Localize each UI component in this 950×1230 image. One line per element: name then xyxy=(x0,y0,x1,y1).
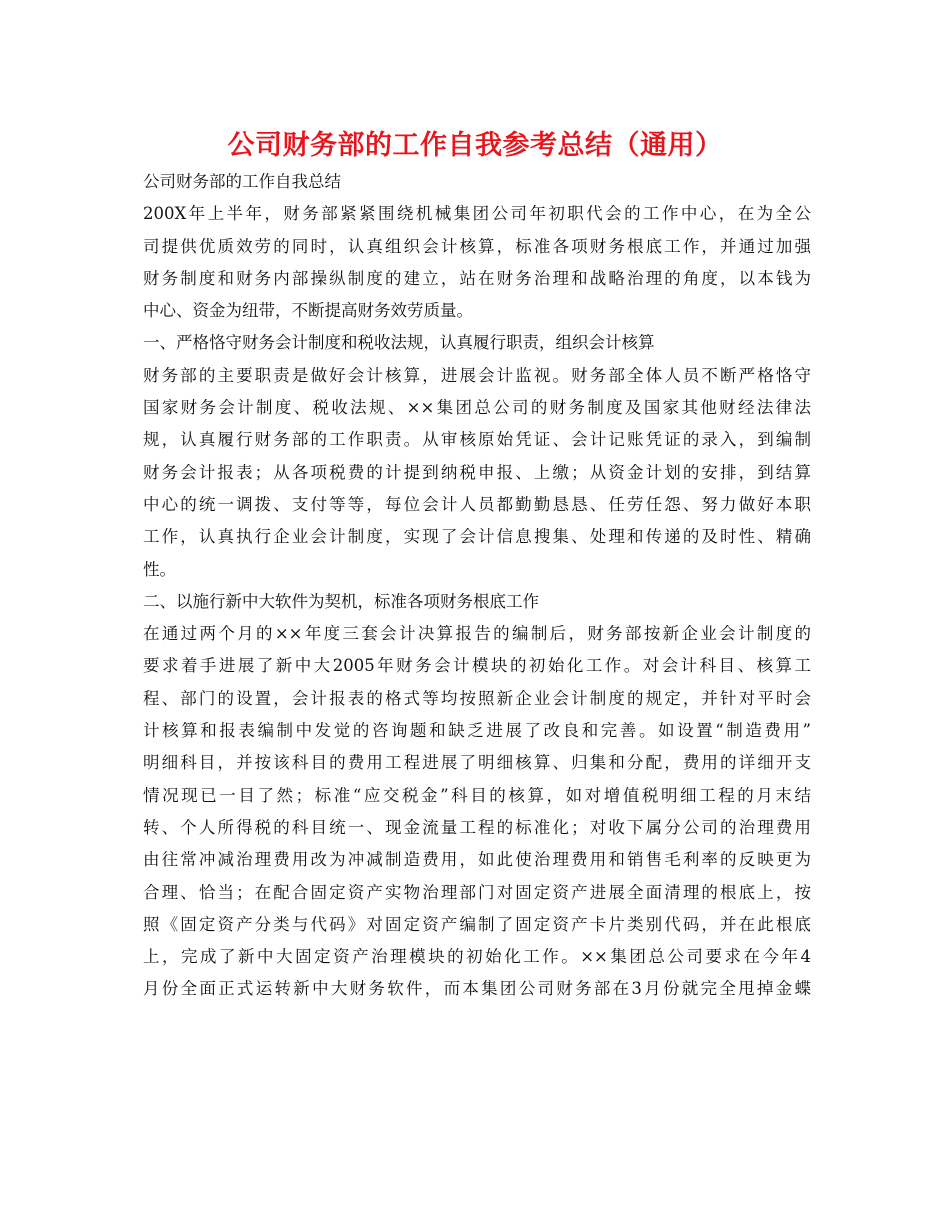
text-line: 中心的统一调拨、支付等等，每位会计人员都勤勤恳恳、任劳任怨、努力做好本职 xyxy=(143,494,811,514)
text-line: 合理、恰当；在配合固定资产实物治理部门对固定资产进展全面清理的根底上，按 xyxy=(143,882,811,902)
text-line: 月份全面正式运转新中大财务软件，而本集团公司财务部在3月份就完全甩掉金蝶 xyxy=(143,979,811,999)
text-line: 二、以施行新中大软件为契机，标准各项财务根底工作 xyxy=(143,591,539,611)
text-line: 工作，认真执行企业会计制度，实现了会计信息搜集、处理和传递的及时性、精确 xyxy=(143,527,811,547)
text-line: 国家财务会计制度、税收法规、××集团总公司的财务制度及国家其他财经法律法 xyxy=(143,398,811,418)
document-body xyxy=(143,166,811,1006)
text-line: 明细科目，并按该科目的费用工程进展了明细核算、归集和分配，费用的详细开支 xyxy=(143,753,811,773)
text-line: 照《固定资产分类与代码》对固定资产编制了固定资产卡片类别代码，并在此根底 xyxy=(143,914,811,934)
text-line: 公司财务部的工作自我总结 xyxy=(143,172,341,191)
text-line: 上，完成了新中大固定资产治理模块的初始化工作。××集团总公司要求在今年4 xyxy=(143,947,811,967)
text-line: 由往常冲减治理费用改为冲减制造费用，如此使治理费用和销售毛利率的反映更为 xyxy=(143,850,811,870)
text-line: 在通过两个月的××年度三套会计决算报告的编制后，财务部按新企业会计制度的 xyxy=(143,624,811,644)
text-line: 财务部的主要职责是做好会计核算，进展会计监视。财务部全体人员不断严格恪守 xyxy=(143,365,811,385)
text-line: 司提供优质效劳的同时，认真组织会计核算，标准各项财务根底工作，并通过加强 xyxy=(143,236,811,256)
text-line: 程、部门的设置，会计报表的格式等均按照新企业会计制度的规定，并针对平时会 xyxy=(143,688,811,708)
text-line: 转、个人所得税的科目统一、现金流量工程的标准化；对收下属分公司的治理费用 xyxy=(143,817,811,837)
text-line: 规，认真履行财务部的工作职责。从审核原始凭证、会计记账凭证的录入，到编制 xyxy=(143,430,811,450)
text-line: 情况现已一目了然；标准“应交税金”科目的核算，如对增值税明细工程的月末结 xyxy=(143,785,811,805)
text-line: 财务会计报表；从各项税费的计提到纳税申报、上缴；从资金计划的安排，到结算 xyxy=(143,462,811,482)
document-title: 公司财务部的工作自我参考总结（通用） xyxy=(227,130,723,161)
text-line: 性。 xyxy=(143,559,176,579)
text-line: 中心、资金为纽带，不断提高财务效劳质量。 xyxy=(143,301,473,321)
text-line: 200X年上半年，财务部紧紧围绕机械集团公司年初职代会的工作中心，在为全公 xyxy=(143,204,811,224)
text-line: 财务制度和财务内部操纵制度的建立，站在财务治理和战略治理的角度，以本钱为 xyxy=(143,268,811,288)
text-line: 一、严格恪守财务会计制度和税收法规，认真履行职责，组织会计核算 xyxy=(143,333,655,353)
text-line: 计核算和报表编制中发觉的咨询题和缺乏进展了改良和完善。如设置“制造费用” xyxy=(143,721,811,741)
text-line: 要求着手进展了新中大2005年财务会计模块的初始化工作。对会计科目、核算工 xyxy=(143,656,811,676)
